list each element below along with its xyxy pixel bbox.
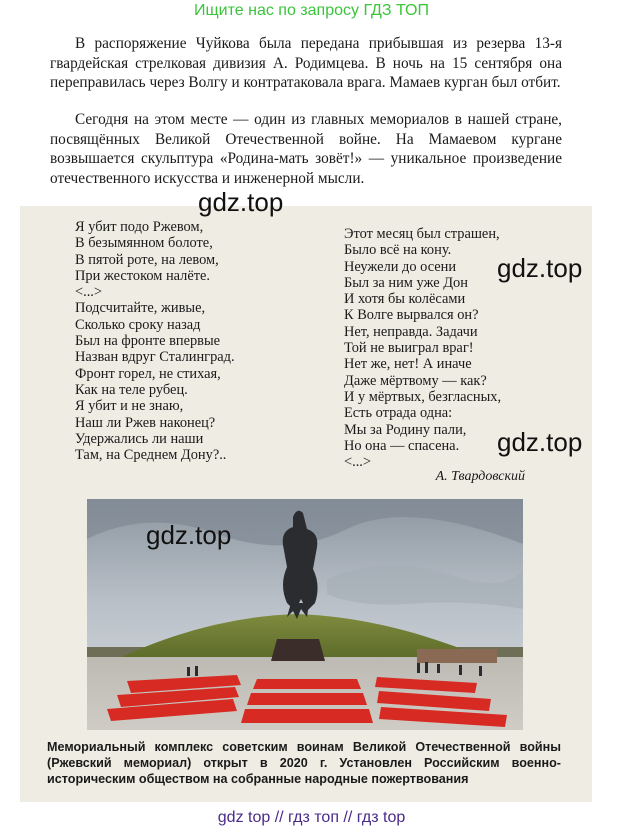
- poem-line: Назван вдруг Сталинград.: [75, 349, 235, 366]
- poem-line: Там, на Среднем Дону?..: [75, 447, 227, 464]
- poem-line: Наш ли Ржев наконец?: [75, 414, 216, 431]
- poem-line: <...>: [344, 454, 372, 471]
- entrance: [271, 639, 325, 661]
- poem-line: Я убит подо Ржевом,: [75, 219, 204, 235]
- paragraph-2: Сегодня на этом месте — один из главных мемориалов в нашей стране, посвящённых Великой Отечественной войне. На Мамаевом кургане возвышается скульптура «Родина-мать зовёт!» — уникальное произведение отечественного искусства и инженерной мысли.: [50, 111, 562, 187]
- poem-line: Как на теле рубец.: [75, 381, 188, 398]
- poem-line: И у мёртвых, безгласных,: [344, 388, 502, 405]
- poem-line: Нет же, нет! А иначе: [344, 356, 472, 373]
- footer-links[interactable]: gdz top // гдз топ // гдз top: [217, 809, 406, 826]
- watermark: gdz.top: [497, 253, 583, 283]
- poem-line: Я убит и не знаю,: [75, 398, 184, 415]
- poem-line: В безымянном болоте,: [75, 235, 213, 252]
- poem-line: Этот месяц был страшен,: [344, 226, 500, 242]
- poem-line: Было всё на кону.: [344, 242, 452, 259]
- photo-caption: Мемориальный комплекс советским воинам Великой Отечественной войны (Ржевский мемориал) открыт в 2020 г. Установлен Российским военно-историческим обществом на собранные народные пожертвования: [47, 740, 561, 786]
- poem-left-column: [75, 219, 235, 463]
- poem-line: Был на фронте впервые: [75, 333, 221, 350]
- watermark: gdz.top: [146, 520, 232, 550]
- poem-author: А. Твардовский: [435, 469, 525, 484]
- poem-line: Нет, неправда. Задачи: [344, 323, 478, 340]
- poem-line: И хотя бы колёсами: [344, 291, 466, 308]
- watermark: gdz.top: [198, 187, 284, 217]
- side-wall: [417, 649, 497, 663]
- poem-line: <...>: [75, 284, 103, 301]
- poem-line: Был за ним уже Дон: [344, 274, 468, 291]
- poem-line: Мы за Родину пали,: [344, 421, 467, 438]
- poem-line: Удержались ли наши: [75, 430, 204, 447]
- poem-line: Есть отрада одна:: [344, 405, 453, 422]
- poem-line: В пятой роте, на левом,: [75, 251, 219, 268]
- poem-right-column: [344, 226, 501, 470]
- watermark: gdz.top: [497, 427, 583, 457]
- poem-line: Сколько сроку назад: [75, 316, 201, 333]
- poem-line: Неужели до осени: [344, 258, 457, 275]
- paragraph-1: В распоряжение Чуйкова была передана прибывшая из резерва 13-я гвардейская стрелковая дивизия А. Родимцева. В ночь на 15 сентября она переправилась через Волгу и контратаковала врага. Мамаев курган был отбит.: [50, 35, 562, 92]
- poem-line: Даже мёртвому — как?: [344, 372, 487, 389]
- poem-line: Той не выиграл враг!: [344, 340, 474, 357]
- poem-line: Подсчитайте, живые,: [75, 300, 206, 317]
- poem-line: Но она — спасена.: [344, 437, 460, 454]
- poem-line: При жестоком налёте.: [75, 267, 211, 284]
- poem-line: К Волге вырвался он?: [344, 307, 479, 324]
- poem-line: Фронт горел, не стихая,: [75, 365, 221, 382]
- search-hint: Ищите нас по запросу ГДЗ ТОП: [194, 2, 429, 19]
